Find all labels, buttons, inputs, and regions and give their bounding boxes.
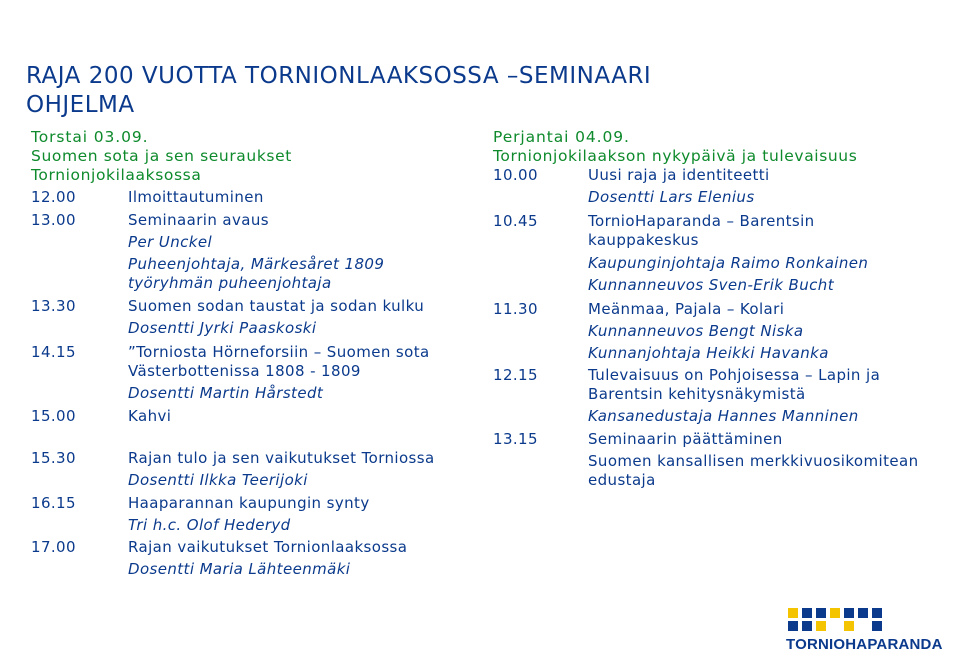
title-line-1: RAJA 200 VUOTTA TORNIONLAAKSOSSA –SEMINAARI: [26, 63, 652, 89]
program-time: 10.45: [493, 212, 538, 230]
day-1-column: [31, 128, 461, 579]
program-row: [31, 538, 461, 557]
program-time: 12.00: [31, 188, 76, 206]
program-time: 11.30: [493, 300, 538, 318]
program-title: TornioHaparanda – Barentsin: [588, 212, 815, 230]
program-title: Seminaarin päättäminen: [588, 430, 783, 448]
program-title-cont: edustaja: [588, 471, 656, 489]
program-title: Meänmaa, Pajala – Kolari: [588, 300, 785, 318]
logo-square: [802, 608, 812, 618]
program-row: [31, 407, 461, 426]
program-row: [493, 212, 933, 231]
speaker-name: Dosentti Jyrki Paaskoski: [128, 319, 317, 337]
logo-text: TORNIOHAPARANDA: [786, 636, 943, 653]
speaker-name: Dosentti Ilkka Teerijoki: [128, 471, 308, 489]
program-title: Ilmoittautuminen: [128, 188, 264, 206]
program-title: Rajan vaikutukset Tornionlaaksossa: [128, 538, 408, 556]
speaker-name: Kunnanneuvos Sven-Erik Bucht: [588, 276, 834, 294]
program-title-cont: Västerbottenissa 1808 - 1809: [128, 362, 361, 380]
day-1-heading: Torstai 03.09.: [31, 128, 149, 146]
logo-square: [872, 621, 882, 631]
day-2-heading: Perjantai 04.09.: [493, 128, 630, 146]
speaker-name: Kaupunginjohtaja Raimo Ronkainen: [588, 254, 869, 272]
program-title: Kahvi: [128, 407, 172, 425]
program-title: Haaparannan kaupungin synty: [128, 494, 370, 512]
program-title: Uusi raja ja identiteetti: [588, 166, 770, 184]
program-time: 13.15: [493, 430, 538, 448]
day-1-theme-line-2: Tornionjokilaaksossa: [31, 166, 202, 184]
speaker-role: Puheenjohtaja, Märkesåret 1809: [128, 255, 385, 273]
program-row: [31, 211, 461, 230]
logo-square: [830, 608, 840, 618]
program-row: [493, 300, 933, 319]
program-title: Rajan tulo ja sen vaikutukset Torniossa: [128, 449, 435, 467]
speaker-name: Tri h.c. Olof Hederyd: [128, 516, 291, 534]
speaker-name: Kansanedustaja Hannes Manninen: [588, 407, 859, 425]
program-title: Tulevaisuus on Pohjoisessa – Lapin ja: [588, 366, 881, 384]
logo-square: [844, 621, 854, 631]
speaker-name: Per Unckel: [128, 233, 213, 251]
program-title: ”Torniosta Hörneforsiin – Suomen sota: [128, 343, 430, 361]
program-time: 12.15: [493, 366, 538, 384]
program-row: [493, 366, 933, 385]
logo-square: [858, 608, 868, 618]
program-title-cont: Barentsin kehitysnäkymistä: [588, 385, 806, 403]
program-time: 16.15: [31, 494, 76, 512]
logo-square: [844, 608, 854, 618]
program-row: [493, 166, 933, 185]
speaker-name: Kunnanjohtaja Heikki Havanka: [588, 344, 829, 362]
speaker-name: Kunnanneuvos Bengt Niska: [588, 322, 804, 340]
program-row: [31, 343, 461, 362]
program-row: [31, 494, 461, 513]
day-2-theme: Tornionjokilaakson nykypäivä ja tulevaisuus: [493, 147, 858, 165]
program-row: [31, 188, 461, 207]
page-title: [26, 62, 926, 120]
program-time: 13.00: [31, 211, 76, 229]
program-title-cont: kauppakeskus: [588, 231, 699, 249]
program-title-cont: Suomen kansallisen merkkivuosikomitean: [588, 452, 919, 470]
program-time: 13.30: [31, 297, 76, 315]
logo-square: [816, 621, 826, 631]
day-1-theme-line-1: Suomen sota ja sen seuraukset: [31, 147, 292, 165]
program-time: 15.30: [31, 449, 76, 467]
logo-square: [872, 608, 882, 618]
speaker-name: Dosentti Martin Hårstedt: [128, 384, 324, 402]
program-title: Seminaarin avaus: [128, 211, 270, 229]
speaker-name: Dosentti Maria Lähteenmäki: [128, 560, 351, 578]
program-title: Suomen sodan taustat ja sodan kulku: [128, 297, 425, 315]
speaker-name: Dosentti Lars Elenius: [588, 188, 755, 206]
program-time: 10.00: [493, 166, 538, 184]
logo-square: [802, 621, 812, 631]
program-row: [493, 430, 933, 449]
day-2-column: [493, 128, 933, 490]
program-time: 15.00: [31, 407, 76, 425]
program-row: [31, 449, 461, 468]
title-line-2: OHJELMA: [26, 92, 135, 118]
program-time: 14.15: [31, 343, 76, 361]
speaker-role: työryhmän puheenjohtaja: [128, 274, 332, 292]
logo-square: [788, 621, 798, 631]
logo-square: [816, 608, 826, 618]
logo-square: [788, 608, 798, 618]
program-time: 17.00: [31, 538, 76, 556]
program-row: [31, 297, 461, 316]
